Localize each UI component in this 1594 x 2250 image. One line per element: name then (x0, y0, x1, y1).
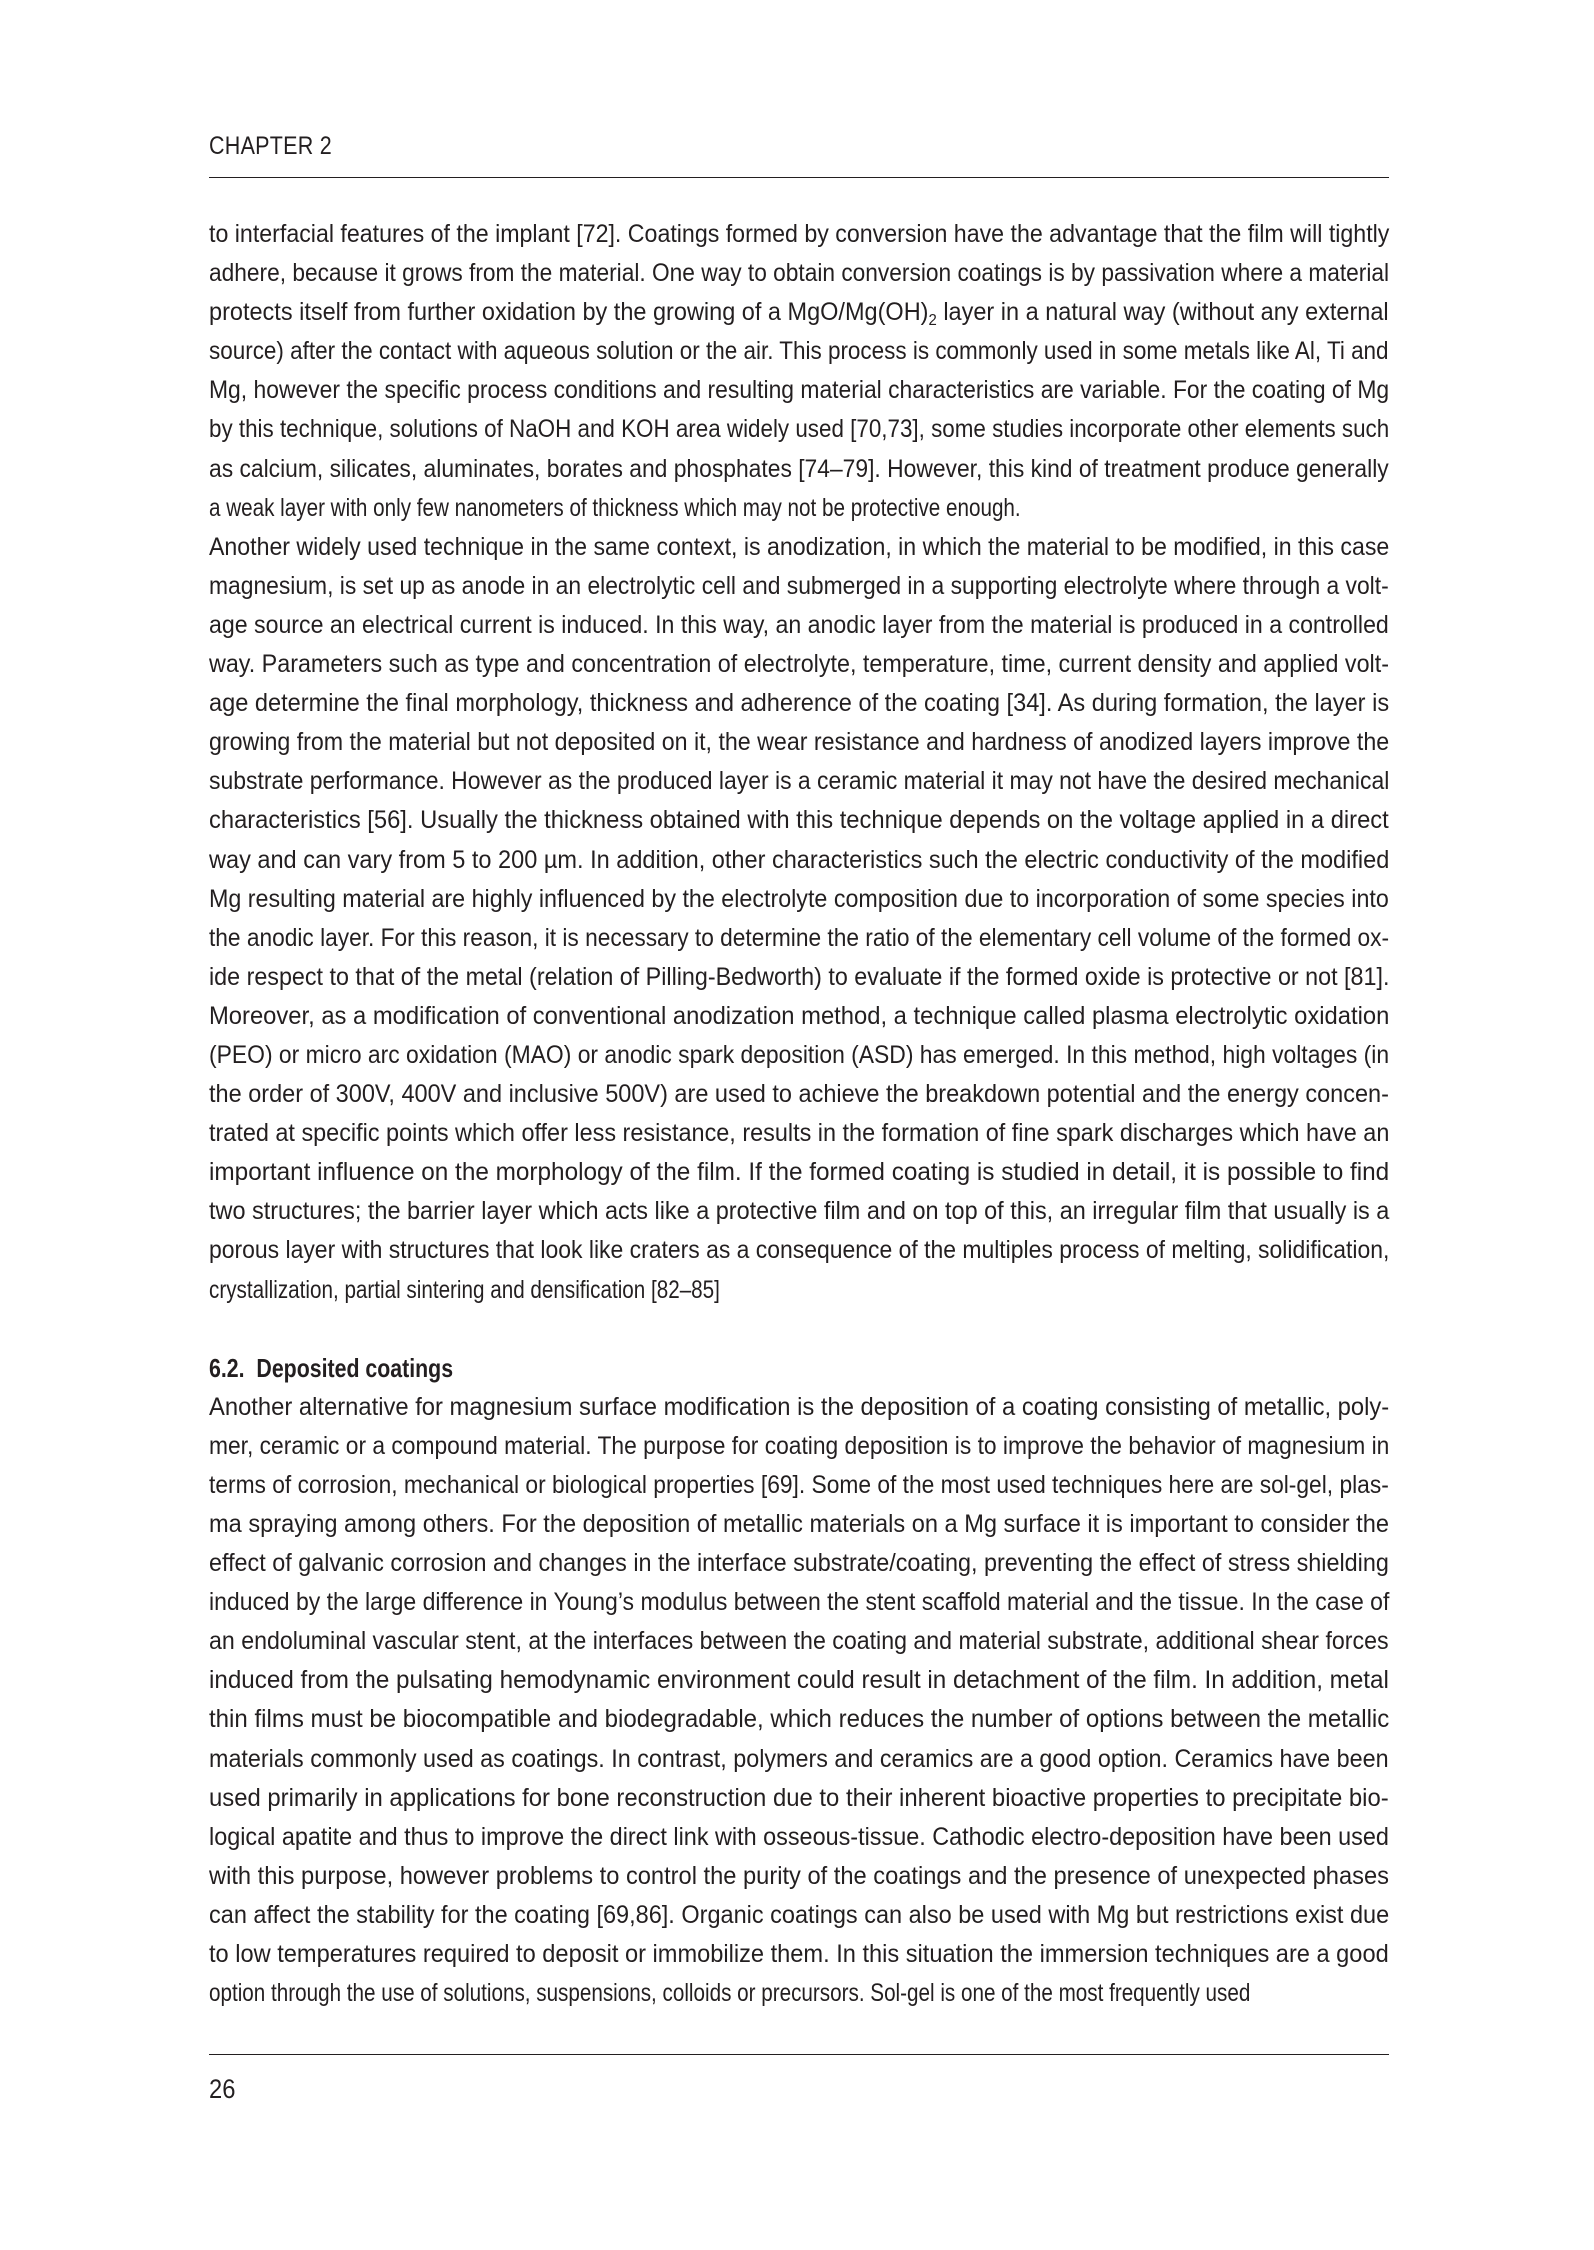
text-fragment: layer in a natural way (without any external (936, 298, 1389, 327)
text-line: Another alternative for magnesium surface modification is the deposition of a coating consisting of metallic, poly- (209, 1392, 1390, 1421)
body-text (209, 215, 1389, 2013)
text-line: way. Parameters such as type and concentration of electrolyte, temperature, time, current density and applied volt- (209, 650, 1389, 679)
text-line: can affect the stability for the coating [69,86]. Organic coatings can also be used with Mg but restrictions exist due (209, 1900, 1390, 1929)
text-line: growing from the material but not deposited on it, the wear resistance and hardness of anodized layers improve the (209, 728, 1390, 757)
text-line: adhere, because it grows from the material. One way to obtain conversion coatings is by passivation where a material (209, 259, 1390, 288)
text-line: materials commonly used as coatings. In contrast, polymers and ceramics are a good option. Ceramics have been (209, 1744, 1389, 1773)
text-line: with this purpose, however problems to control the purity of the coatings and the presence of unexpected phases (209, 1861, 1389, 1890)
text-line: terms of corrosion, mechanical or biological properties [69]. Some of the most used techniques here are sol-gel, plas- (209, 1470, 1389, 1499)
text-line: used primarily in applications for bone reconstruction due to their inherent bioactive properties to precipitate bio- (209, 1783, 1389, 1812)
text-line: characteristics [56]. Usually the thickness obtained with this technique depends on the voltage applied in a direct (209, 806, 1389, 835)
text-line: Mg, however the specific process conditions and resulting material characteristics are variable. For the coating of Mg (209, 376, 1390, 405)
text-line: magnesium, is set up as anode in an electrolytic cell and submerged in a supporting electrolyte where through a volt- (209, 571, 1389, 600)
text-line: trated at specific points which offer less resistance, results in the formation of fine spark discharges which have an (209, 1119, 1390, 1148)
text-line: by this technique, solutions of NaOH and KOH area widely used [70,73], some studies incorporate other elements such (209, 415, 1390, 444)
section-title: Deposited coatings (256, 1352, 454, 1383)
text-line: (PEO) or micro arc oxidation (MAO) or anodic spark deposition (ASD) has emerged. In this method, high voltages (in (209, 1040, 1390, 1069)
paragraph-gap (209, 1310, 1389, 1349)
text-line: Mg resulting material are highly influenced by the electrolyte composition due to incorporation of some species into (209, 884, 1389, 913)
paragraph-conversion-coatings (209, 215, 1389, 528)
text-line: Another widely used technique in the same context, is anodization, in which the material to be modified, in this case (209, 532, 1390, 561)
section-heading (209, 1349, 1177, 1388)
text-line: age source an electrical current is induced. In this way, an anodic layer from the material is produced in a controlled (209, 610, 1389, 639)
text-line: substrate performance. However as the produced layer is a ceramic material it may not have the desired mechanical (209, 767, 1390, 796)
text-line: to interfacial features of the implant [72]. Coatings formed by conversion have the advantage that the film will tightly (209, 220, 1390, 248)
text-line: effect of galvanic corrosion and changes in the interface substrate/coating, preventing the effect of stress shielding (209, 1549, 1389, 1578)
text-line: an endoluminal vascular stent, at the interfaces between the coating and material substrate, additional shear forces (209, 1627, 1389, 1656)
paragraph-deposited-coatings (209, 1388, 1389, 2014)
text-line: logical apatite and thus to improve the direct link with osseous-tissue. Cathodic electro-deposition have been used (209, 1822, 1389, 1851)
header-rule (209, 177, 1389, 178)
text-line: two structures; the barrier layer which acts like a protective film and on top of this, an irregular film that usually is a (209, 1197, 1390, 1226)
text-line: important influence on the morphology of the film. If the formed coating is studied in detail, it is possible to find (209, 1158, 1390, 1187)
text-line: ide respect to that of the metal (relation of Pilling-Bedworth) to evaluate if the formed oxide is protective or not [81]. (209, 962, 1390, 991)
page-number: 26 (209, 2074, 236, 2104)
text-line: a weak layer with only few nanometers of thickness which may not be protective enough. (209, 493, 1021, 522)
text-line: ma spraying among others. For the deposition of metallic materials on a Mg surface it is important to consider the (209, 1510, 1389, 1538)
text-line: way and can vary from 5 to 200 µm. In addition, other characteristics such the electric conductivity of the modified (209, 845, 1390, 874)
section-number: 6.2. (209, 1352, 245, 1383)
text-line: the order of 300V, 400V and inclusive 500V) are used to achieve the breakdown potential and the energy concen- (209, 1080, 1389, 1109)
text-line: thin films must be biocompatible and biodegradable, which reduces the number of options between the metallic (209, 1705, 1390, 1734)
text-line: option through the use of solutions, suspensions, colloids or precursors. Sol-gel is one of the most frequently used (209, 1979, 1251, 2008)
text-line: to low temperatures required to deposit or immobilize them. In this situation the immersion techniques are a good (209, 1940, 1389, 1969)
footer-rule (209, 2054, 1389, 2055)
text-line: induced from the pulsating hemodynamic environment could result in detachment of the film. In addition, metal (209, 1666, 1389, 1695)
text-line: Moreover, as a modification of conventional anodization method, a technique called plasma electrolytic oxidation (209, 1001, 1390, 1030)
text-line: age determine the final morphology, thickness and adherence of the coating [34]. As during formation, the layer is (209, 689, 1390, 718)
text-line (209, 293, 1389, 332)
text-line: source) after the contact with aqueous solution or the air. This process is commonly used in some metals like Al, Ti and (209, 337, 1389, 366)
subscript: 2 (928, 312, 937, 330)
paragraph-anodization (209, 528, 1389, 1310)
text-line: as calcium, silicates, aluminates, borates and phosphates [74–79]. However, this kind of treatment produce generally (209, 454, 1389, 483)
text-fragment: protects itself from further oxidation by the growing of a MgO/Mg(OH) (209, 298, 929, 327)
text-line: induced by the large difference in Young’s modulus between the stent scaffold material and the tissue. In the case of (209, 1588, 1390, 1617)
text-line: crystallization, partial sintering and densification [82–85] (209, 1275, 720, 1304)
text-line: porous layer with structures that look like craters as a consequence of the multiples process of melting, solidification, (209, 1236, 1390, 1265)
text-line: the anodic layer. For this reason, it is necessary to determine the ratio of the elementary cell volume of the formed ox- (209, 923, 1390, 952)
text-line: mer, ceramic or a compound material. The purpose for coating deposition is to improve the behavior of magnesium in (209, 1431, 1390, 1460)
running-head: CHAPTER 2 (209, 132, 332, 160)
